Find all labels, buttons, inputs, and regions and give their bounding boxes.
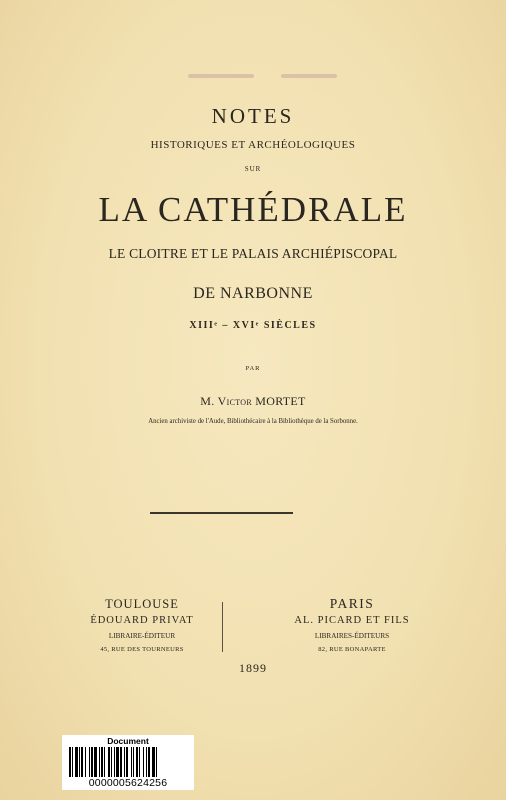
imprint-separator bbox=[222, 602, 223, 652]
author-par: PAR bbox=[245, 365, 261, 372]
barcode-label bbox=[62, 735, 194, 790]
barcode-icon bbox=[68, 747, 188, 777]
author-description: Ancien archiviste de l'Aude, Bibliothécaire à la Bibliothèque de la Sorbonne. bbox=[148, 418, 358, 425]
imprint-role: LIBRAIRE-ÉDITEUR bbox=[108, 632, 176, 640]
imprint-year: 1899 bbox=[239, 661, 267, 675]
title-sur: SUR bbox=[244, 165, 262, 173]
imprint-publisher: ÉDOUARD PRIVAT bbox=[90, 615, 194, 626]
imprint-publisher: AL. PICARD ET FILS bbox=[294, 615, 410, 626]
imprint-city: TOULOUSE bbox=[105, 597, 179, 611]
imprint-address: 45, RUE DES TOURNEURS bbox=[100, 646, 184, 653]
imprint-city: PARIS bbox=[329, 596, 375, 611]
title-notes: NOTES bbox=[211, 104, 295, 128]
title-centuries: XIIIᵉ – XVIᵉ SIÈCLES bbox=[189, 320, 317, 331]
divider-rule bbox=[150, 512, 293, 514]
author-name: M. Victor MORTET bbox=[200, 394, 306, 408]
paper-stain bbox=[188, 74, 254, 78]
title-cloitre: LE CLOITRE ET LE PALAIS ARCHIÉPISCOPAL bbox=[108, 246, 398, 261]
title-cathedrale: LA CATHÉDRALE bbox=[98, 190, 408, 229]
paper-stain bbox=[281, 74, 337, 78]
barcode-number: 0000005624256 bbox=[88, 777, 168, 789]
barcode-label-title: Document bbox=[107, 736, 149, 746]
imprint-role: LIBRAIRES-ÉDITEURS bbox=[314, 632, 390, 640]
imprint-address: 82, RUE BONAPARTE bbox=[318, 646, 386, 653]
title-historiques: HISTORIQUES ET ARCHÉOLOGIQUES bbox=[150, 139, 356, 151]
title-narbonne: DE NARBONNE bbox=[193, 285, 313, 302]
